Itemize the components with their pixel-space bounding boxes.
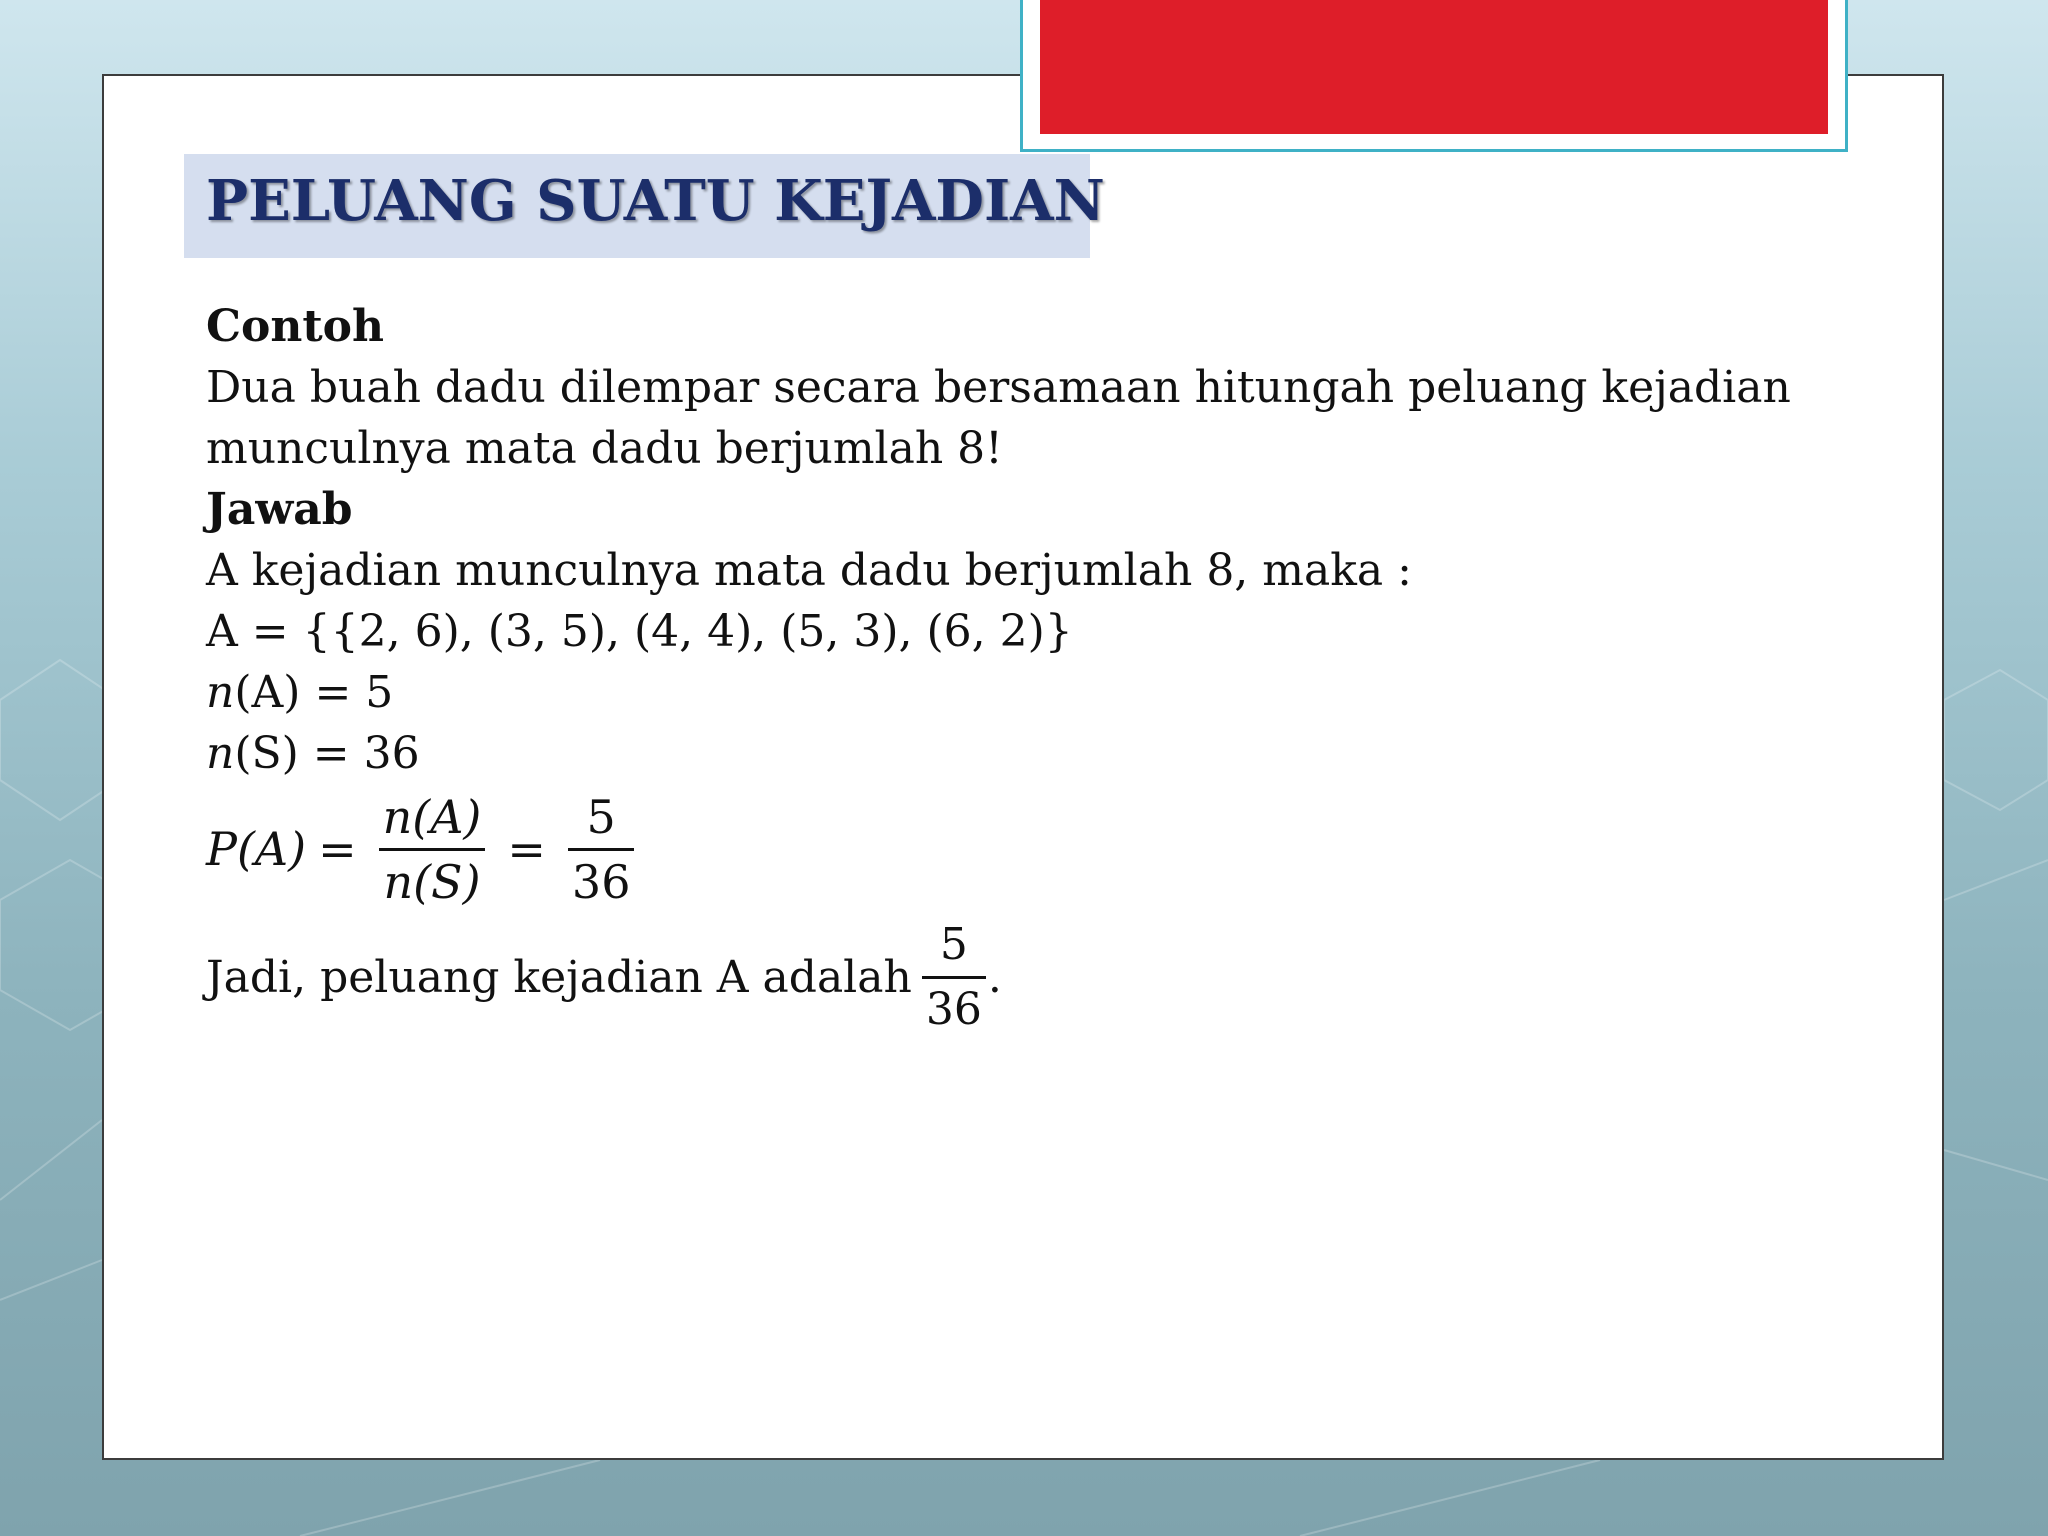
formula-result-numerator: 5: [586, 789, 616, 844]
formula-numerator: n(A): [382, 789, 482, 844]
question-line-1: Dua buah dadu dilempar secara bersamaan hitungah peluang kejadian: [206, 362, 1791, 413]
conclusion-text: Jadi, peluang kejadian A adalah: [206, 951, 912, 1003]
slide-body: [206, 296, 1866, 784]
slide-title: PELUANG SUATU KEJADIAN: [206, 168, 1105, 234]
question-line-2: munculnya mata dadu berjumlah 8!: [206, 423, 1003, 474]
conclusion-period: .: [987, 951, 1002, 1003]
formula-fraction: [379, 786, 486, 913]
formula-result-fraction: [568, 786, 635, 913]
example-heading: Contoh: [206, 301, 385, 352]
conclusion-denominator: 36: [925, 983, 982, 1035]
formula-equals-2: =: [507, 822, 546, 876]
answer-line-1: A kejadian munculnya mata dadu berjumlah 8, maka :: [206, 545, 1412, 596]
conclusion: [206, 912, 1002, 1042]
n-a-var: n: [206, 667, 235, 718]
answer-heading: Jawab: [206, 484, 353, 535]
probability-formula: [206, 784, 644, 914]
n-s-line: [206, 723, 1866, 784]
formula-result-denominator: 36: [571, 854, 631, 909]
conclusion-numerator: 5: [939, 918, 968, 970]
formula-denominator: n(S): [383, 854, 481, 909]
formula-lhs: P(A): [206, 822, 307, 876]
answer-set: A = {{2, 6), (3, 5), (4, 4), (5, 3), (6, 2)}: [206, 606, 1073, 657]
n-s-var: n: [206, 728, 235, 779]
n-s-rest: (S) = 36: [234, 728, 420, 779]
formula-equals-1: =: [318, 822, 357, 876]
header-accent-bar: [1040, 0, 1828, 134]
n-a-rest: (A) = 5: [234, 667, 394, 718]
conclusion-fraction: [922, 914, 986, 1041]
n-a-line: [206, 662, 1866, 723]
